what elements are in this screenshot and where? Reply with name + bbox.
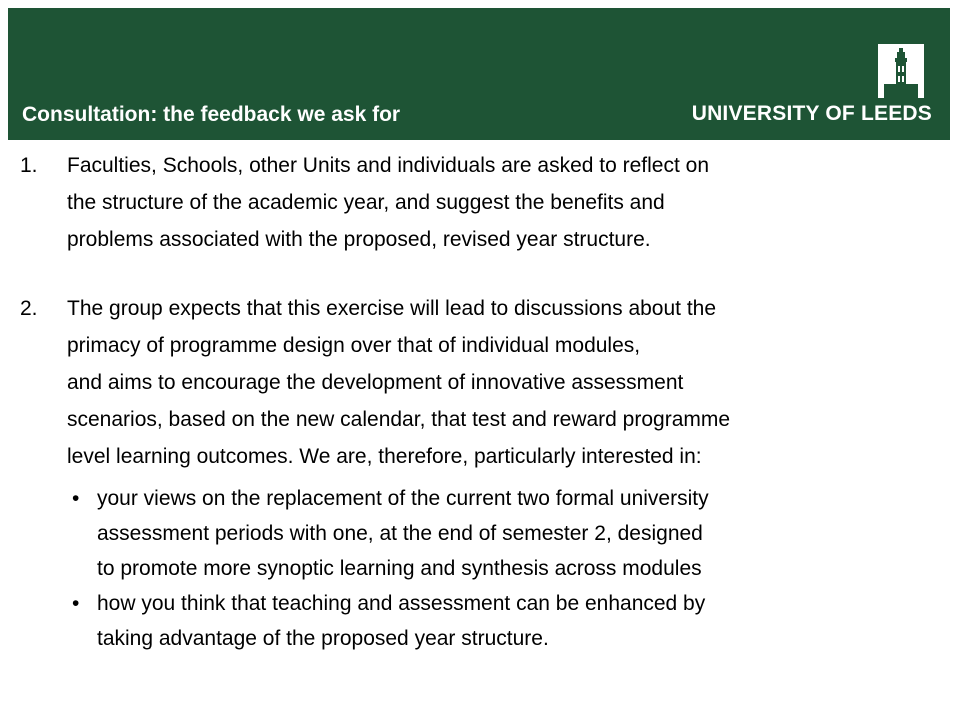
item-number: 1.	[20, 154, 38, 177]
text-line: the structure of the academic year, and suggest the benefits and	[67, 191, 665, 214]
item-number: 2.	[20, 297, 38, 320]
text-line: and aims to encourage the development of innovative assessment	[67, 371, 684, 394]
text-line: to promote more synoptic learning and synthesis across modules	[97, 557, 702, 580]
text-line: level learning outcomes. We are, therefore, particularly interested in:	[67, 445, 702, 468]
bullet-text	[20, 481, 940, 586]
numbered-item	[20, 147, 940, 258]
bullet-list	[20, 481, 940, 656]
text-line: how you think that teaching and assessment can be enhanced by	[97, 592, 706, 615]
bullet-text	[20, 586, 940, 656]
parkinson-tower-icon	[878, 44, 924, 98]
text-line: taking advantage of the proposed year structure.	[97, 627, 549, 650]
bullet-item	[20, 586, 940, 656]
bullet-item	[20, 481, 940, 586]
slide-content	[20, 147, 940, 656]
numbered-item	[20, 290, 940, 475]
text-line: your views on the replacement of the current two formal university	[97, 487, 709, 510]
slide-title: Consultation: the feedback we ask for	[22, 103, 401, 126]
text-line: The group expects that this exercise will lead to discussions about the	[67, 297, 717, 320]
header-bar	[8, 8, 950, 140]
text-line: assessment periods with one, at the end of semester 2, designed	[97, 522, 703, 545]
bullet-marker: •	[72, 487, 80, 510]
text-line: Faculties, Schools, other Units and individuals are asked to reflect on	[67, 154, 710, 177]
text-line: problems associated with the proposed, revised year structure.	[67, 228, 651, 251]
text-line: primacy of programme design over that of individual modules,	[67, 334, 641, 357]
university-logo-text: UNIVERSITY OF LEEDS	[691, 102, 932, 125]
text-line: scenarios, based on the new calendar, that test and reward programme	[67, 408, 731, 431]
item-text	[20, 147, 940, 258]
bullet-marker: •	[72, 592, 80, 615]
item-text	[20, 290, 940, 475]
